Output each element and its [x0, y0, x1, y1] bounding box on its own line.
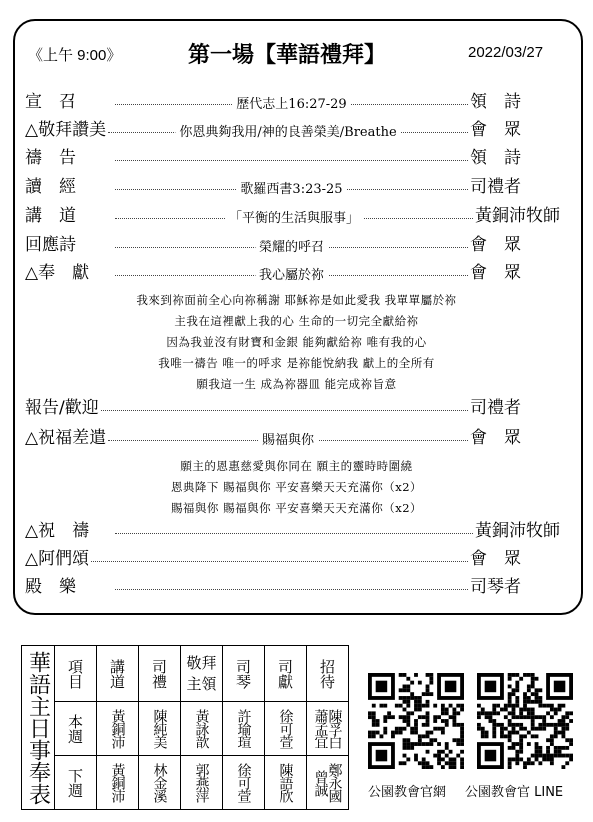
roster-table: [21, 645, 349, 810]
leader-dots: [108, 124, 468, 140]
service-date: 2022/03/27: [468, 44, 544, 61]
roster-title: 華語主日事奉表: [22, 646, 55, 810]
service-item-content: 榮耀的呼召: [255, 236, 328, 255]
leader-dots: [108, 432, 468, 448]
service-item: [25, 422, 560, 448]
website-qr-code[interactable]: [368, 673, 464, 769]
service-item-person: 司禮者: [470, 176, 521, 197]
service-item-person: 領 詩: [470, 147, 521, 168]
roster-header: 敬拜主領: [181, 646, 223, 702]
service-item: [25, 142, 560, 168]
roster-header: 講道: [97, 646, 139, 702]
lyric-line: 願我這一生 成為祢器皿 能完成祢旨意: [196, 377, 397, 391]
roster-week-label: 下週: [55, 756, 97, 810]
roster-header: 項目: [55, 646, 97, 702]
roster-cell: 黃詠歆: [181, 702, 223, 756]
service-title: 第一場【華語禮拜】: [188, 43, 387, 68]
roster-cell: 許瑜瑄: [223, 702, 265, 756]
service-item-content: 我心屬於祢: [255, 264, 328, 283]
service-item-person: 司禮者: [470, 397, 521, 418]
roster-header: 招待: [307, 646, 349, 702]
leader-dots: [115, 239, 468, 255]
line-qr-code[interactable]: [477, 673, 573, 769]
roster-header: 司獻: [265, 646, 307, 702]
service-item-content: 歷代志上16:27-29: [232, 93, 350, 112]
service-item-label: 禱 告: [25, 147, 76, 168]
service-item-label: △祝 禱: [25, 520, 90, 541]
service-item: [25, 171, 560, 197]
service-item-person: 會 眾: [470, 234, 521, 255]
service-item-label: 回應詩: [25, 234, 76, 255]
leader-dots: [115, 533, 473, 534]
leader-dots: [115, 181, 468, 197]
lyric-line: 因為我並沒有財寶和金銀 能夠獻給祢 唯有我的心: [166, 335, 427, 349]
lyric-line: 願主的恩惠慈愛與你同在 願主的靈時時圍繞: [180, 459, 413, 473]
leader-dots: [101, 410, 468, 411]
service-item-label: △奉 獻: [25, 262, 90, 283]
lyric-line: 主我在這裡獻上我的心 生命的一切完全獻給祢: [174, 314, 419, 328]
roster-header: 司琴: [223, 646, 265, 702]
leader-dots: [115, 96, 468, 112]
service-item-content: 賜福與你: [258, 429, 318, 448]
service-item-person: 黃銅沛牧師: [475, 205, 560, 226]
service-item: [25, 229, 560, 255]
service-item-content: 歌羅西書3:23-25: [236, 178, 346, 197]
roster-header: 司禮: [139, 646, 181, 702]
service-item-content: 你恩典夠我用/神的良善榮美/Breathe: [175, 121, 400, 140]
leader-dots: [115, 160, 468, 161]
service-item: [25, 571, 560, 597]
service-item: [25, 257, 560, 283]
service-item-label: 講 道: [25, 205, 76, 226]
roster-cell: 林金溪: [139, 756, 181, 810]
service-item-label: 宣 召: [25, 91, 76, 112]
service-item: [25, 392, 560, 418]
lyric-line: 恩典降下 賜福與你 平安喜樂天天充滿你（x2）: [170, 480, 423, 494]
leader-dots: [115, 210, 473, 226]
roster-cell: 鄭永國 曾誠: [307, 756, 349, 810]
service-item-label: 報告/歡迎: [25, 397, 99, 418]
roster-cell: 郭燕萍: [181, 756, 223, 810]
service-item-person: 黃銅沛牧師: [475, 520, 560, 541]
service-item-content: 「平衡的生活與服事」: [225, 207, 363, 226]
website-qr-label: 公園教會官網: [368, 785, 447, 800]
service-item-person: 司琴者: [470, 576, 521, 597]
lyric-line: 我唯一禱告 唯一的呼求 是祢能悅納我 獻上的全所有: [158, 356, 435, 370]
service-item: [25, 86, 560, 112]
service-item-label: 讀 經: [25, 176, 76, 197]
roster-cell: 徐可萱: [265, 702, 307, 756]
service-item: [25, 200, 560, 226]
service-item-person: 會 眾: [470, 427, 521, 448]
leader-dots: [91, 561, 468, 562]
lyric-line: 賜福與你 賜福與你 平安喜樂天天充滿你（x2）: [170, 501, 423, 515]
roster-cell: 陳純美: [139, 702, 181, 756]
roster-cell: 黃銅沛: [97, 756, 139, 810]
service-item-label: 殿 樂: [25, 576, 76, 597]
service-item-person: 會 眾: [470, 119, 521, 140]
service-item-label: △祝福差遣: [25, 427, 107, 448]
leader-dots: [115, 589, 468, 590]
roster-cell: 黃銅沛: [97, 702, 139, 756]
leader-dots: [115, 267, 468, 283]
roster-cell: 陳孚白 蕭孟宜: [307, 702, 349, 756]
lyric-line: 我來到祢面前全心向祢稱謝 耶穌祢是如此愛我 我單單屬於祢: [136, 293, 457, 307]
service-item-person: 會 眾: [470, 548, 521, 569]
roster-cell: 陳語欣: [265, 756, 307, 810]
service-item: [25, 515, 560, 541]
service-item-person: 會 眾: [470, 262, 521, 283]
service-item: [25, 543, 560, 569]
service-item: [25, 114, 560, 140]
roster-week-label: 本週: [55, 702, 97, 756]
line-qr-label: 公園教會官 LINE: [465, 785, 564, 800]
service-time: 《上午 9:00》: [28, 47, 122, 64]
service-item-person: 領 詩: [470, 91, 521, 112]
service-item-label: △敬拜讚美: [25, 119, 107, 140]
service-item-label: △阿們頌: [25, 548, 90, 569]
roster-cell: 徐可萱: [223, 756, 265, 810]
